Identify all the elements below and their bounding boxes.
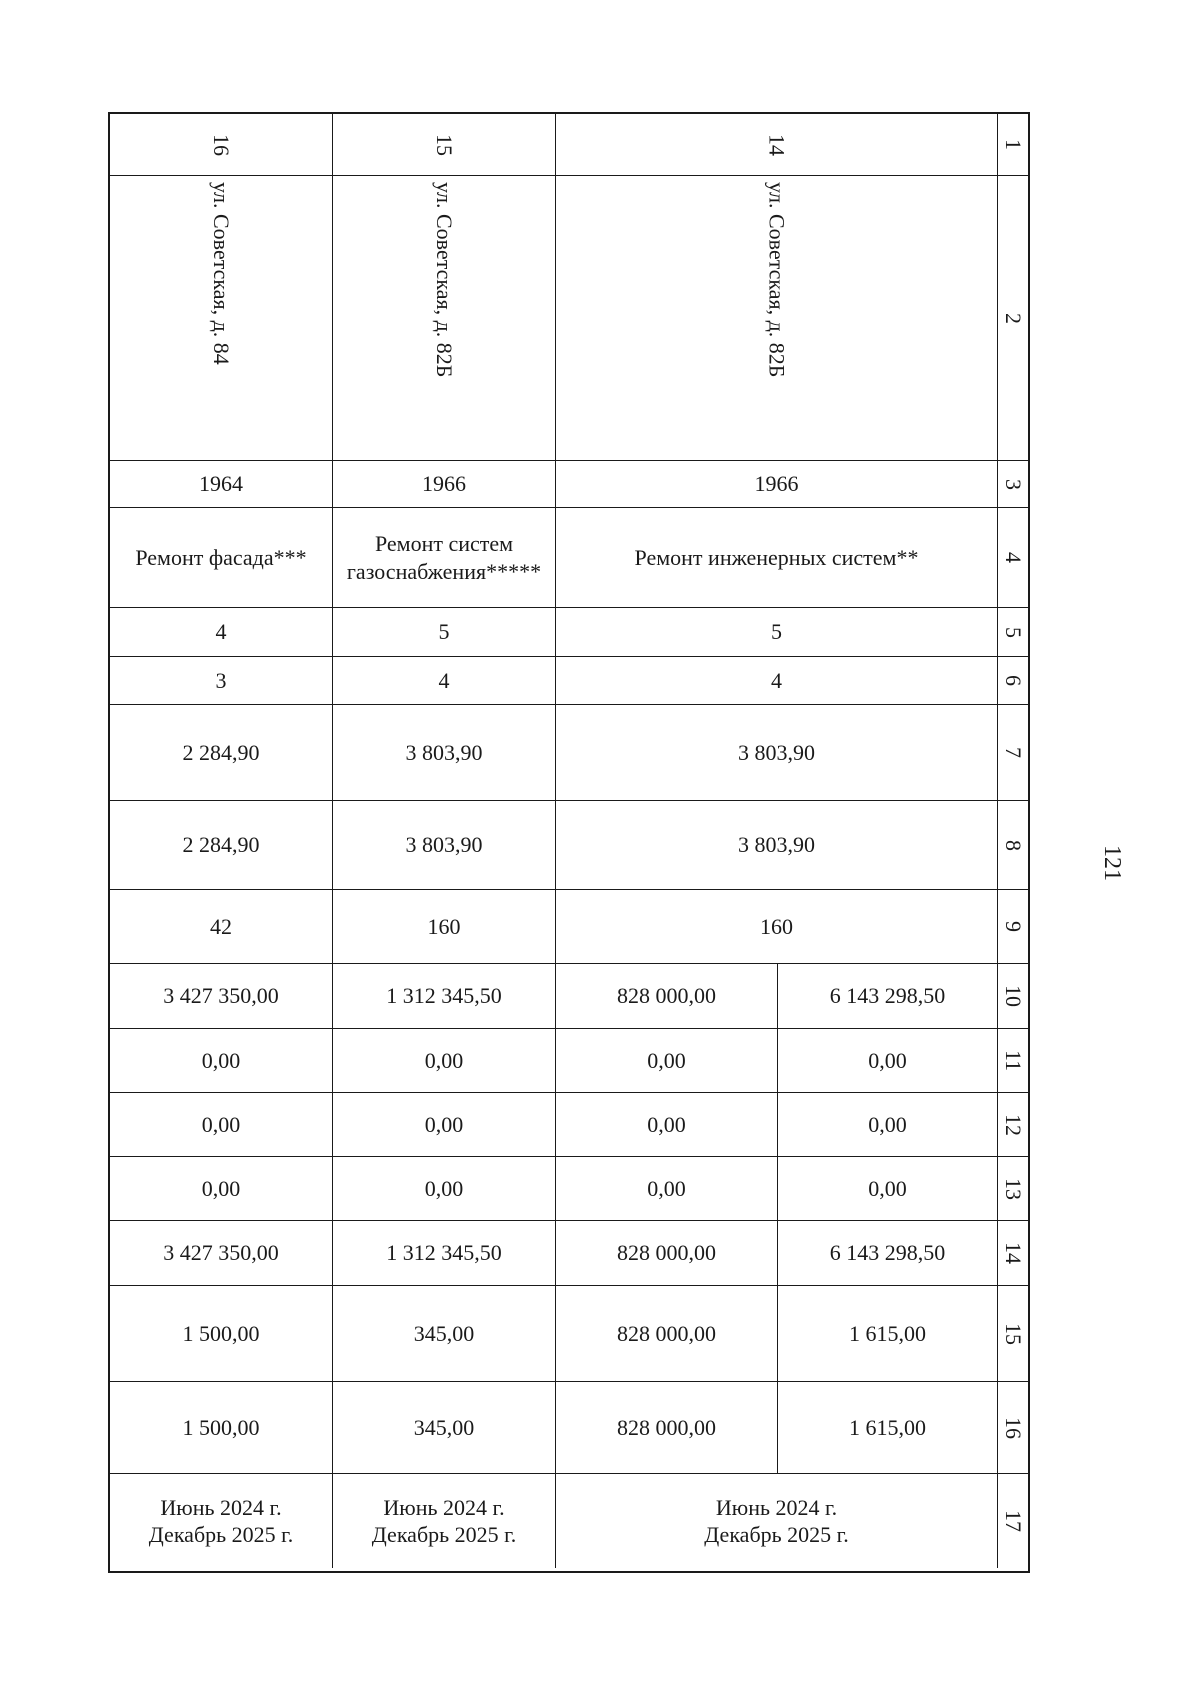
period-start: Июнь 2024 г. [160,1494,282,1520]
value-cell: 828 000,00 [556,964,778,1029]
year-cell: 1966 [556,461,998,508]
column-number-cell [998,114,1028,176]
column-number-cell [998,1157,1028,1221]
column-number-cell [998,964,1028,1029]
column-number: 11 [1000,1049,1026,1072]
column-number: 12 [1000,1113,1026,1136]
value-cell: 2 284,90 [110,801,333,890]
address: ул. Советская, д. 84 [208,182,234,365]
address-cell [556,176,998,461]
value-cell: 3 [110,657,333,705]
value-cell: 0,00 [333,1157,556,1221]
value-cell: 0,00 [556,1029,778,1093]
value-cell: 160 [556,890,998,964]
address: ул. Советская, д. 82Б [764,182,790,378]
value-cell: 1 615,00 [778,1286,998,1382]
value-cell: 4 [110,608,333,657]
address-cell [110,176,333,461]
year-cell: 1964 [110,461,333,508]
value-cell: 0,00 [333,1029,556,1093]
record-number-cell [556,114,998,176]
column-number: 15 [1000,1322,1026,1345]
period-end: Декабрь 2025 г. [371,1522,517,1547]
column-number-cell [998,801,1028,890]
value-cell: 3 803,90 [556,705,998,801]
value-cell: 0,00 [778,1157,998,1221]
value-cell: 0,00 [110,1093,333,1157]
record-number-cell [333,114,556,176]
value-cell: 1 615,00 [778,1382,998,1474]
value-cell: 0,00 [110,1029,333,1093]
column-number-cell [998,1029,1028,1093]
value-cell: 345,00 [333,1382,556,1474]
work-type-cell: Ремонт фасада*** [110,508,333,608]
column-number-cell [998,461,1028,508]
column-number-cell [998,1221,1028,1286]
work-type-cell: Ремонт инженерных систем** [556,508,998,608]
value-cell: 0,00 [556,1157,778,1221]
column-number: 1 [1000,139,1026,150]
record-number: 14 [764,133,790,156]
value-cell: 1 312 345,50 [333,1221,556,1286]
period-start: Июнь 2024 г. [715,1494,838,1520]
column-number: 5 [1000,626,1026,638]
column-number-cell [998,1474,1028,1568]
column-number: 9 [1000,921,1026,932]
column-number: 16 [1000,1416,1026,1439]
period-cell [333,1474,556,1568]
value-cell: 1 500,00 [110,1286,333,1382]
column-number: 3 [1000,478,1026,490]
value-cell: 4 [333,657,556,705]
record-number: 15 [431,133,457,156]
value-cell: 5 [556,608,998,657]
column-number: 8 [1000,839,1026,851]
page-number: 121 [1099,845,1125,881]
address-cell [333,176,556,461]
column-number: 7 [1000,747,1026,758]
column-number-cell [998,1286,1028,1382]
period-end: Декабрь 2025 г. [148,1522,294,1547]
repair-program-table [108,112,1030,1573]
column-number-cell [998,657,1028,705]
value-cell: 828 000,00 [556,1286,778,1382]
column-number: 14 [1000,1242,1026,1264]
value-cell: 6 143 298,50 [778,964,998,1029]
column-number-cell [998,1093,1028,1157]
period-cell [110,1474,333,1568]
value-cell: 0,00 [333,1093,556,1157]
value-cell: 3 803,90 [333,801,556,890]
value-cell: 1 312 345,50 [333,964,556,1029]
value-cell: 1 500,00 [110,1382,333,1474]
work-type-line: газоснабжения***** [346,558,542,584]
value-cell: 0,00 [778,1029,998,1093]
value-cell: 4 [556,657,998,705]
column-number-cell [998,705,1028,801]
value-cell: 5 [333,608,556,657]
value-cell: 0,00 [556,1093,778,1157]
value-cell: 3 427 350,00 [110,964,333,1029]
value-cell: 828 000,00 [556,1382,778,1474]
column-number-cell [998,890,1028,964]
column-number: 6 [1000,675,1026,686]
column-number: 13 [1000,1177,1026,1200]
record-number-cell [110,114,333,176]
value-cell: 42 [110,890,333,964]
value-cell: 160 [333,890,556,964]
value-cell: 2 284,90 [110,705,333,801]
column-number: 10 [1000,985,1026,1007]
value-cell: 3 427 350,00 [110,1221,333,1286]
value-cell: 6 143 298,50 [778,1221,998,1286]
value-cell: 345,00 [333,1286,556,1382]
period-end: Декабрь 2025 г. [704,1522,849,1547]
work-type-cell [333,508,556,608]
column-number-cell [998,508,1028,608]
value-cell: 3 803,90 [333,705,556,801]
column-number: 17 [1000,1510,1026,1532]
column-number: 4 [1000,552,1026,563]
column-number-cell [998,176,1028,461]
column-number: 2 [1000,312,1026,324]
year-cell: 1966 [333,461,556,508]
record-number: 16 [208,133,234,156]
period-start: Июнь 2024 г. [383,1494,505,1520]
value-cell: 0,00 [110,1157,333,1221]
value-cell: 0,00 [778,1093,998,1157]
address: ул. Советская, д. 82Б [431,182,457,378]
column-number-cell [998,608,1028,657]
work-type-line: Ремонт систем [374,531,514,556]
period-cell [556,1474,998,1568]
column-number-cell [998,1382,1028,1474]
value-cell: 828 000,00 [556,1221,778,1286]
value-cell: 3 803,90 [556,801,998,890]
